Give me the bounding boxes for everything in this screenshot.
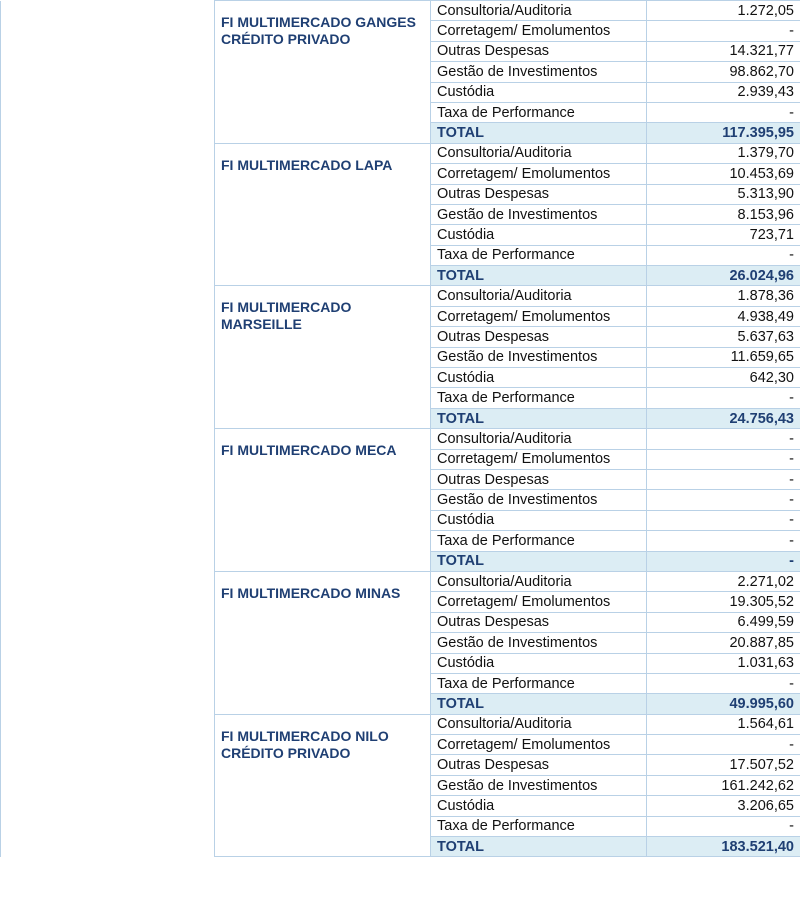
- expense-value: 5.637,63: [647, 327, 800, 347]
- expense-value: -: [647, 21, 800, 41]
- expense-value: 1.031,63: [647, 653, 800, 673]
- expense-label: Outras Despesas: [431, 41, 647, 61]
- expense-label: Custódia: [431, 225, 647, 245]
- total-value: -: [647, 551, 800, 571]
- fund-name: FI MULTIMERCADO MECA: [215, 429, 431, 572]
- expense-label: Taxa de Performance: [431, 388, 647, 408]
- expense-label: Custódia: [431, 510, 647, 530]
- expense-value: -: [647, 816, 800, 836]
- expense-value: -: [647, 490, 800, 510]
- blank-column-cell: [1, 571, 215, 714]
- expense-value: -: [647, 673, 800, 693]
- expense-label: Consultoria/Auditoria: [431, 714, 647, 734]
- expense-label: Consultoria/Auditoria: [431, 143, 647, 163]
- expense-label: Custódia: [431, 653, 647, 673]
- fund-name: FI MULTIMERCADO MINAS: [215, 571, 431, 714]
- blank-column-cell: [1, 714, 215, 857]
- expense-label: Outras Despesas: [431, 612, 647, 632]
- expense-value: -: [647, 449, 800, 469]
- expense-value: 11.659,65: [647, 347, 800, 367]
- expense-label: Custódia: [431, 796, 647, 816]
- expense-value: 14.321,77: [647, 41, 800, 61]
- table-row: [1, 286, 800, 306]
- expense-label: Corretagem/ Emolumentos: [431, 306, 647, 326]
- expense-value: 5.313,90: [647, 184, 800, 204]
- expense-label: Gestão de Investimentos: [431, 633, 647, 653]
- expense-value: 98.862,70: [647, 62, 800, 82]
- expense-value: -: [647, 388, 800, 408]
- expense-label: Corretagem/ Emolumentos: [431, 735, 647, 755]
- expense-label: Corretagem/ Emolumentos: [431, 592, 647, 612]
- total-label: TOTAL: [431, 408, 647, 428]
- blank-column-cell: [1, 286, 215, 429]
- expense-value: -: [647, 469, 800, 489]
- expense-value: 1.379,70: [647, 143, 800, 163]
- expense-value: 723,71: [647, 225, 800, 245]
- expense-value: 1.272,05: [647, 1, 800, 21]
- expense-label: Outras Despesas: [431, 755, 647, 775]
- expense-label: Consultoria/Auditoria: [431, 1, 647, 21]
- expense-label: Gestão de Investimentos: [431, 347, 647, 367]
- expense-value: -: [647, 429, 800, 449]
- table-row: [1, 143, 800, 163]
- fund-name: FI MULTIMERCADO MARSEILLE: [215, 286, 431, 429]
- expense-value: 1.564,61: [647, 714, 800, 734]
- expense-label: Custódia: [431, 368, 647, 388]
- expense-value: 4.938,49: [647, 306, 800, 326]
- expense-label: Outras Despesas: [431, 469, 647, 489]
- expense-label: Consultoria/Auditoria: [431, 429, 647, 449]
- fund-name: FI MULTIMERCADO NILO CRÉDITO PRIVADO: [215, 714, 431, 857]
- expense-label: Consultoria/Auditoria: [431, 571, 647, 591]
- total-label: TOTAL: [431, 694, 647, 714]
- expense-value: 2.271,02: [647, 571, 800, 591]
- expense-label: Taxa de Performance: [431, 245, 647, 265]
- table-row: [1, 714, 800, 734]
- total-label: TOTAL: [431, 266, 647, 286]
- total-value: 117.395,95: [647, 123, 800, 143]
- table-row: [1, 429, 800, 449]
- expense-label: Outras Despesas: [431, 327, 647, 347]
- expense-label: Gestão de Investimentos: [431, 204, 647, 224]
- expense-label: Taxa de Performance: [431, 816, 647, 836]
- fund-name: FI MULTIMERCADO GANGES CRÉDITO PRIVADO: [215, 1, 431, 144]
- expense-value: 20.887,85: [647, 633, 800, 653]
- expense-value: 6.499,59: [647, 612, 800, 632]
- fund-name: FI MULTIMERCADO LAPA: [215, 143, 431, 286]
- expense-label: Corretagem/ Emolumentos: [431, 21, 647, 41]
- expense-value: 161.242,62: [647, 775, 800, 795]
- expense-value: 10.453,69: [647, 164, 800, 184]
- expense-value: 642,30: [647, 368, 800, 388]
- expense-label: Taxa de Performance: [431, 673, 647, 693]
- expense-value: 2.939,43: [647, 82, 800, 102]
- expense-value: -: [647, 531, 800, 551]
- total-label: TOTAL: [431, 551, 647, 571]
- expense-label: Outras Despesas: [431, 184, 647, 204]
- total-value: 49.995,60: [647, 694, 800, 714]
- total-value: 24.756,43: [647, 408, 800, 428]
- expense-label: Gestão de Investimentos: [431, 775, 647, 795]
- expense-label: Gestão de Investimentos: [431, 62, 647, 82]
- fund-expense-table-body: [1, 1, 800, 857]
- table-row: [1, 1, 800, 21]
- blank-column-cell: [1, 429, 215, 572]
- expense-label: Consultoria/Auditoria: [431, 286, 647, 306]
- total-value: 183.521,40: [647, 837, 800, 857]
- expense-value: -: [647, 245, 800, 265]
- expense-label: Custódia: [431, 82, 647, 102]
- blank-column-cell: [1, 143, 215, 286]
- expense-label: Corretagem/ Emolumentos: [431, 449, 647, 469]
- expense-value: -: [647, 735, 800, 755]
- blank-column-cell: [1, 1, 215, 144]
- expense-label: Corretagem/ Emolumentos: [431, 164, 647, 184]
- expense-value: -: [647, 510, 800, 530]
- expense-value: 3.206,65: [647, 796, 800, 816]
- expense-label: Taxa de Performance: [431, 102, 647, 122]
- expense-value: 8.153,96: [647, 204, 800, 224]
- expense-label: Taxa de Performance: [431, 531, 647, 551]
- total-label: TOTAL: [431, 837, 647, 857]
- expense-value: 1.878,36: [647, 286, 800, 306]
- expense-value: 17.507,52: [647, 755, 800, 775]
- table-row: [1, 571, 800, 591]
- total-label: TOTAL: [431, 123, 647, 143]
- expense-value: 19.305,52: [647, 592, 800, 612]
- total-value: 26.024,96: [647, 266, 800, 286]
- expense-value: -: [647, 102, 800, 122]
- expense-label: Gestão de Investimentos: [431, 490, 647, 510]
